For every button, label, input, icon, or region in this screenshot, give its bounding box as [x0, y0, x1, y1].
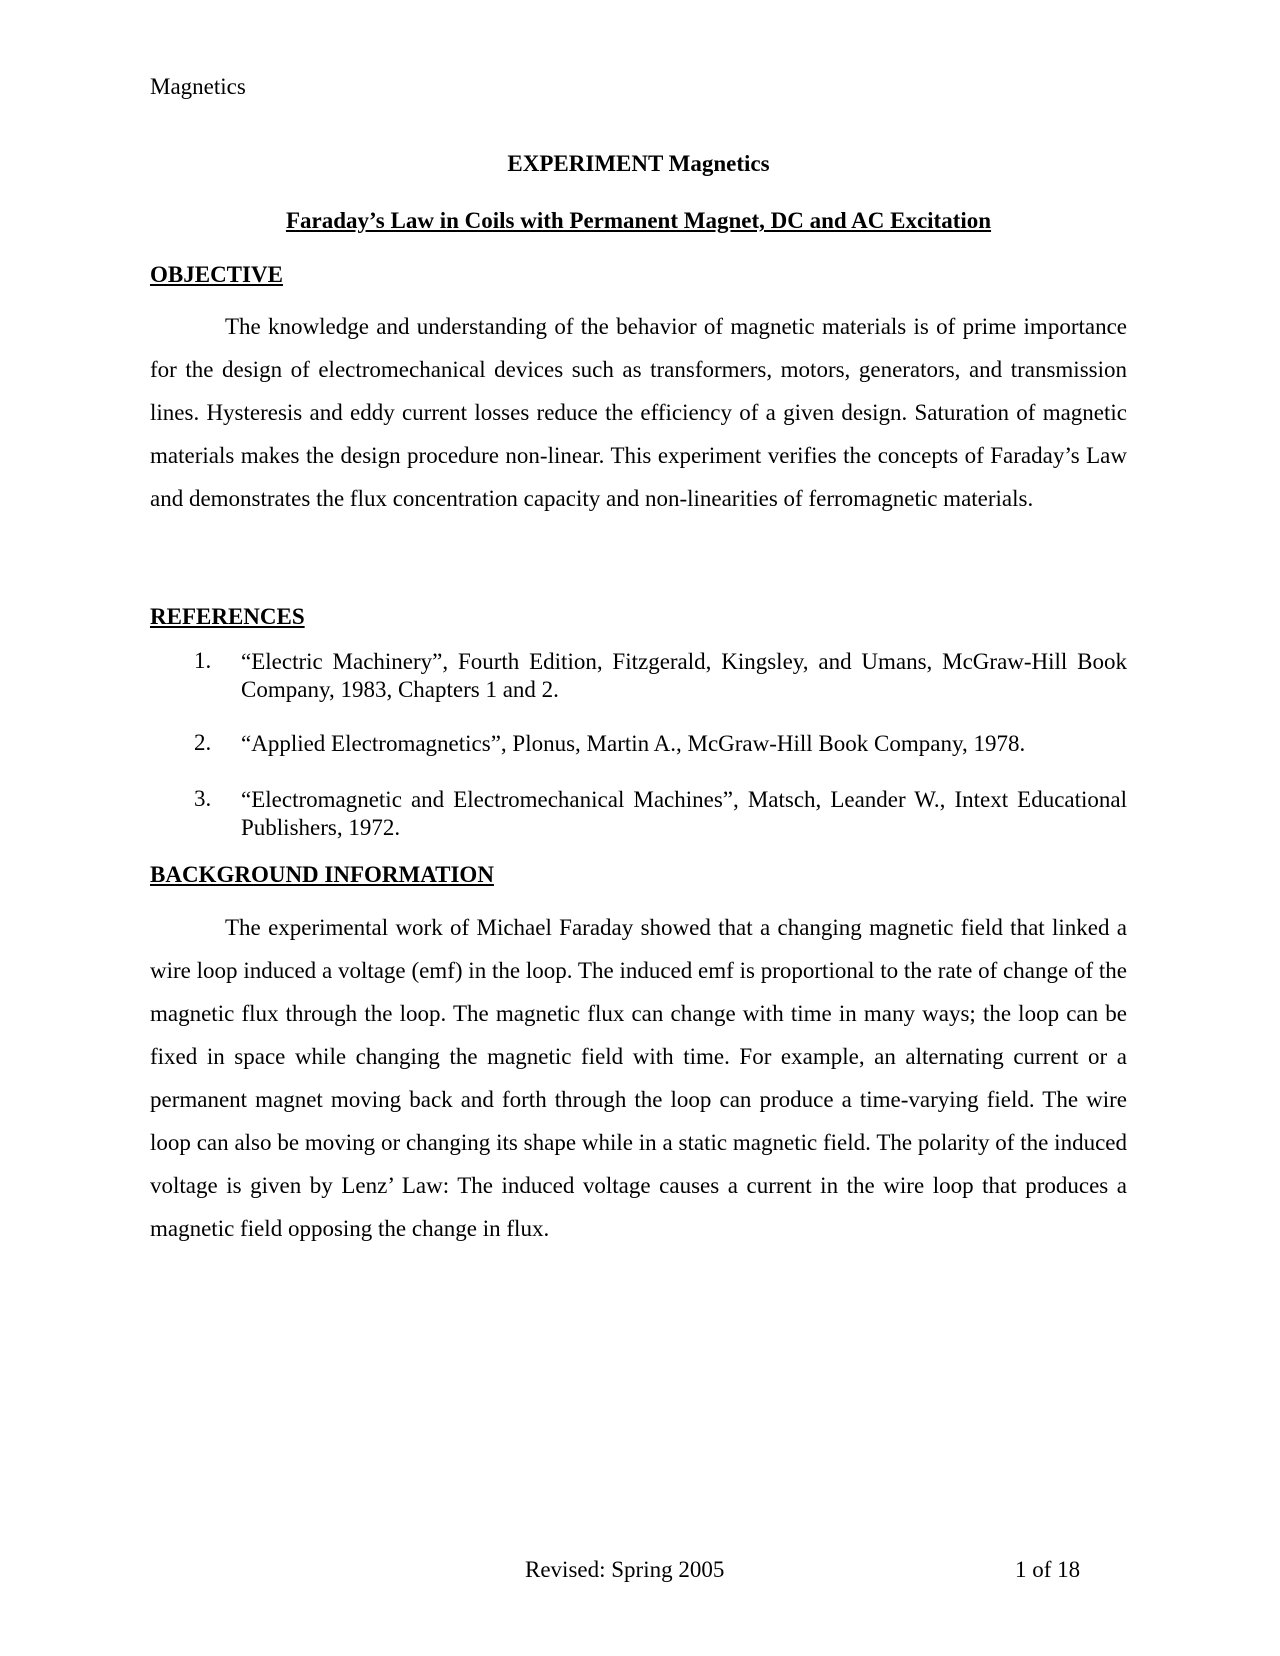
objective-paragraph: The knowledge and understanding of the behavior of magnetic materials is of prime importance for the design of electromechanical devices such as transformers, motors, generators, and transmission lines. Hysteresis and eddy current losses reduce the efficiency of a given design. Saturation of magnetic materials makes the design procedure non-linear. This experiment verifies the concepts of Faraday’s Law and demonstrates the flux concentration capacity and non-linearities of ferromagnetic materials. — [150, 314, 1127, 511]
background-heading: BACKGROUND INFORMATION — [150, 862, 494, 887]
revision-footer: Revised: Spring 2005 — [525, 1557, 725, 1582]
reference-number: 3. — [194, 786, 212, 811]
document-subtitle: Faraday’s Law in Coils with Permanent Magnet, DC and AC Excitation — [285, 208, 992, 233]
reference-number: 1. — [194, 648, 212, 673]
reference-number: 2. — [194, 730, 212, 755]
page-number: 1 of 18 — [1015, 1557, 1081, 1582]
running-header: Magnetics — [150, 74, 246, 99]
reference-text: “Applied Electromagnetics”, Plonus, Martin A., McGraw-Hill Book Company, 1978. — [241, 731, 1026, 756]
reference-text: “Electric Machinery”, Fourth Edition, Fitzgerald, Kingsley, and Umans, McGraw-Hill Book Company, 1983, Chapters 1 and 2. — [241, 649, 1127, 702]
objective-heading: OBJECTIVE — [150, 262, 283, 287]
references-heading: REFERENCES — [150, 604, 305, 629]
reference-text: “Electromagnetic and Electromechanical Machines”, Matsch, Leander W., Intext Educational Publishers, 1972. — [241, 787, 1127, 840]
document-title: EXPERIMENT Magnetics — [507, 151, 770, 176]
background-paragraph: The experimental work of Michael Faraday showed that a changing magnetic field that linked a wire loop induced a voltage (emf) in the loop. The induced emf is proportional to the rate of change of the magnetic flux through the loop. The magnetic flux can change with time in many ways; the loop can be fixed in space while changing the magnetic field with time. For example, an alternating current or a permanent magnet moving back and forth through the loop can produce a time-varying field. The wire loop can also be moving or changing its shape while in a static magnetic field. The polarity of the induced voltage is given by Lenz’ Law: The induced voltage causes a current in the wire loop that produces a magnetic field opposing the change in flux. — [150, 915, 1127, 1241]
